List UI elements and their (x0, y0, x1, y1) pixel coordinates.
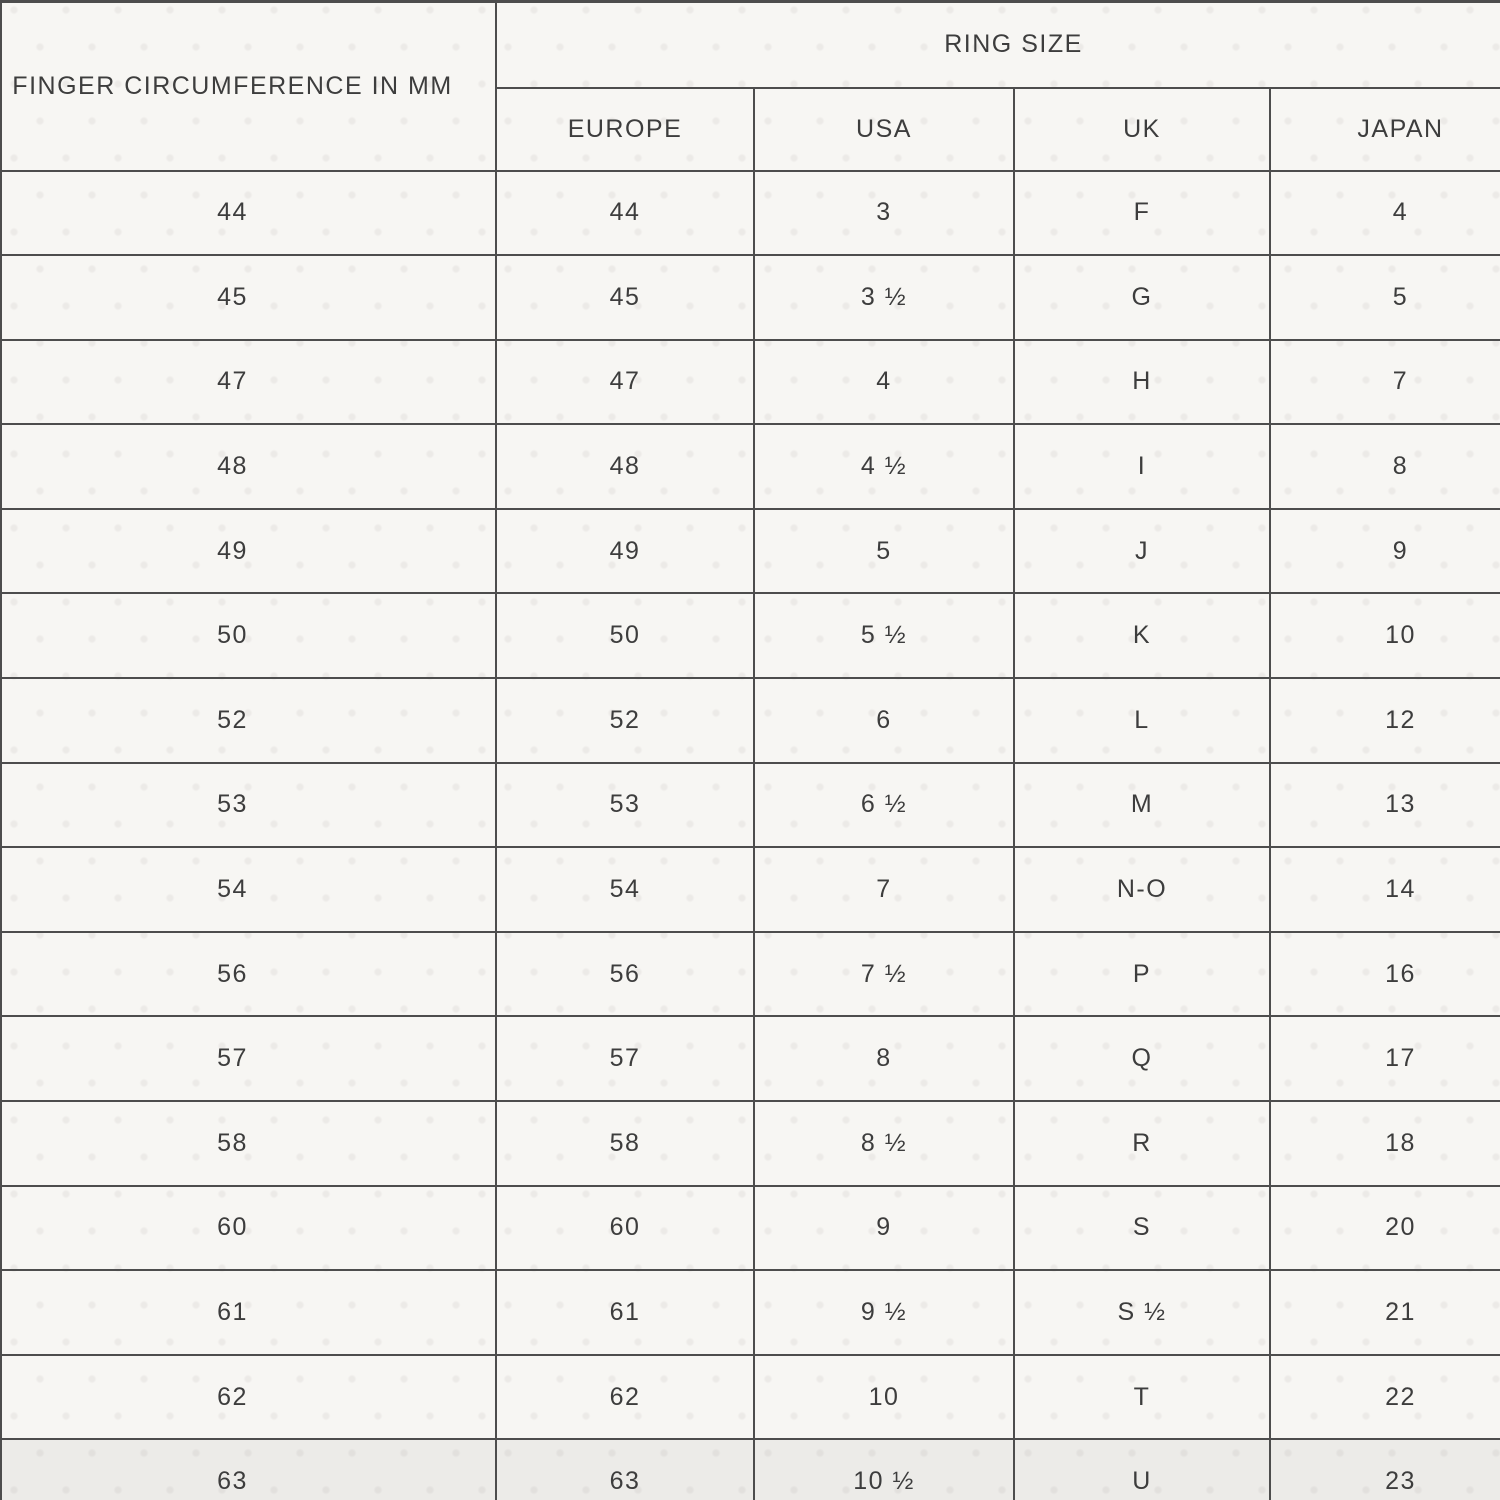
table-row (0, 1270, 1500, 1355)
cell-uk: L (1014, 678, 1270, 763)
cell-europe: 47 (496, 340, 754, 425)
cell-mm: 52 (0, 678, 496, 763)
region-header-europe: EUROPE (496, 88, 754, 171)
table-row (0, 847, 1500, 932)
cell-japan: 5 (1270, 255, 1500, 340)
table-row (0, 1016, 1500, 1101)
cell-uk: S (1014, 1186, 1270, 1271)
table-body (0, 171, 1500, 1500)
cell-japan: 23 (1270, 1439, 1500, 1500)
cell-usa: 7 ½ (754, 932, 1014, 1017)
cell-japan: 17 (1270, 1016, 1500, 1101)
cell-mm: 62 (0, 1355, 496, 1440)
cell-mm: 56 (0, 932, 496, 1017)
cell-japan: 16 (1270, 932, 1500, 1017)
cell-uk: F (1014, 171, 1270, 256)
cell-usa: 3 (754, 171, 1014, 256)
cell-uk: Q (1014, 1016, 1270, 1101)
cell-uk: T (1014, 1355, 1270, 1440)
cell-europe: 63 (496, 1439, 754, 1500)
cell-uk: K (1014, 593, 1270, 678)
cell-usa: 10 ½ (754, 1439, 1014, 1500)
cell-mm: 45 (0, 255, 496, 340)
cell-japan: 10 (1270, 593, 1500, 678)
table-row (0, 255, 1500, 340)
cell-uk: I (1014, 424, 1270, 509)
cell-europe: 53 (496, 763, 754, 848)
cell-usa: 9 (754, 1186, 1014, 1271)
table-row (0, 171, 1500, 256)
cell-mm: 63 (0, 1439, 496, 1500)
cell-mm: 47 (0, 340, 496, 425)
cell-japan: 21 (1270, 1270, 1500, 1355)
finger-circumference-header: FINGER CIRCUMFERENCE IN MM (0, 2, 496, 171)
cell-uk: G (1014, 255, 1270, 340)
cell-europe: 44 (496, 171, 754, 256)
cell-uk: U (1014, 1439, 1270, 1500)
cell-uk: H (1014, 340, 1270, 425)
cell-uk: J (1014, 509, 1270, 594)
cell-usa: 3 ½ (754, 255, 1014, 340)
cell-japan: 4 (1270, 171, 1500, 256)
cell-europe: 50 (496, 593, 754, 678)
cell-usa: 5 ½ (754, 593, 1014, 678)
cell-uk: P (1014, 932, 1270, 1017)
cell-mm: 58 (0, 1101, 496, 1186)
cell-mm: 53 (0, 763, 496, 848)
table-row (0, 593, 1500, 678)
cell-japan: 9 (1270, 509, 1500, 594)
region-header-japan: JAPAN (1270, 88, 1500, 171)
table-row (0, 509, 1500, 594)
table-row (0, 678, 1500, 763)
cell-uk: M (1014, 763, 1270, 848)
cell-europe: 60 (496, 1186, 754, 1271)
cell-japan: 14 (1270, 847, 1500, 932)
region-header-uk: UK (1014, 88, 1270, 171)
cell-usa: 9 ½ (754, 1270, 1014, 1355)
table-row (0, 1101, 1500, 1186)
cell-usa: 8 (754, 1016, 1014, 1101)
table-row (0, 424, 1500, 509)
cell-europe: 54 (496, 847, 754, 932)
ring-size-group-header: RING SIZE (496, 2, 1500, 88)
cell-usa: 8 ½ (754, 1101, 1014, 1186)
cell-usa: 10 (754, 1355, 1014, 1440)
cell-europe: 52 (496, 678, 754, 763)
cell-mm: 61 (0, 1270, 496, 1355)
cell-uk: R (1014, 1101, 1270, 1186)
cell-mm: 44 (0, 171, 496, 256)
cell-europe: 56 (496, 932, 754, 1017)
cell-japan: 22 (1270, 1355, 1500, 1440)
cell-usa: 6 ½ (754, 763, 1014, 848)
cell-mm: 54 (0, 847, 496, 932)
table-row (0, 1186, 1500, 1271)
cell-europe: 45 (496, 255, 754, 340)
cell-usa: 5 (754, 509, 1014, 594)
cell-japan: 12 (1270, 678, 1500, 763)
table-left-border (0, 0, 2, 1500)
cell-uk: S ½ (1014, 1270, 1270, 1355)
cell-mm: 49 (0, 509, 496, 594)
cell-mm: 60 (0, 1186, 496, 1271)
table-row (0, 1439, 1500, 1500)
cell-europe: 57 (496, 1016, 754, 1101)
cell-uk: N-O (1014, 847, 1270, 932)
cell-europe: 62 (496, 1355, 754, 1440)
cell-europe: 58 (496, 1101, 754, 1186)
cell-europe: 61 (496, 1270, 754, 1355)
cell-japan: 7 (1270, 340, 1500, 425)
header-row-group (0, 2, 1500, 88)
cell-usa: 4 (754, 340, 1014, 425)
cell-japan: 20 (1270, 1186, 1500, 1271)
cell-europe: 49 (496, 509, 754, 594)
cell-mm: 57 (0, 1016, 496, 1101)
cell-usa: 6 (754, 678, 1014, 763)
table-header (0, 2, 1500, 171)
cell-usa: 7 (754, 847, 1014, 932)
region-header-usa: USA (754, 88, 1014, 171)
table-row (0, 1355, 1500, 1440)
cell-mm: 48 (0, 424, 496, 509)
cell-europe: 48 (496, 424, 754, 509)
table-row (0, 763, 1500, 848)
table-row (0, 932, 1500, 1017)
cell-usa: 4 ½ (754, 424, 1014, 509)
cell-japan: 18 (1270, 1101, 1500, 1186)
cell-japan: 13 (1270, 763, 1500, 848)
cell-japan: 8 (1270, 424, 1500, 509)
cell-mm: 50 (0, 593, 496, 678)
table-row (0, 340, 1500, 425)
